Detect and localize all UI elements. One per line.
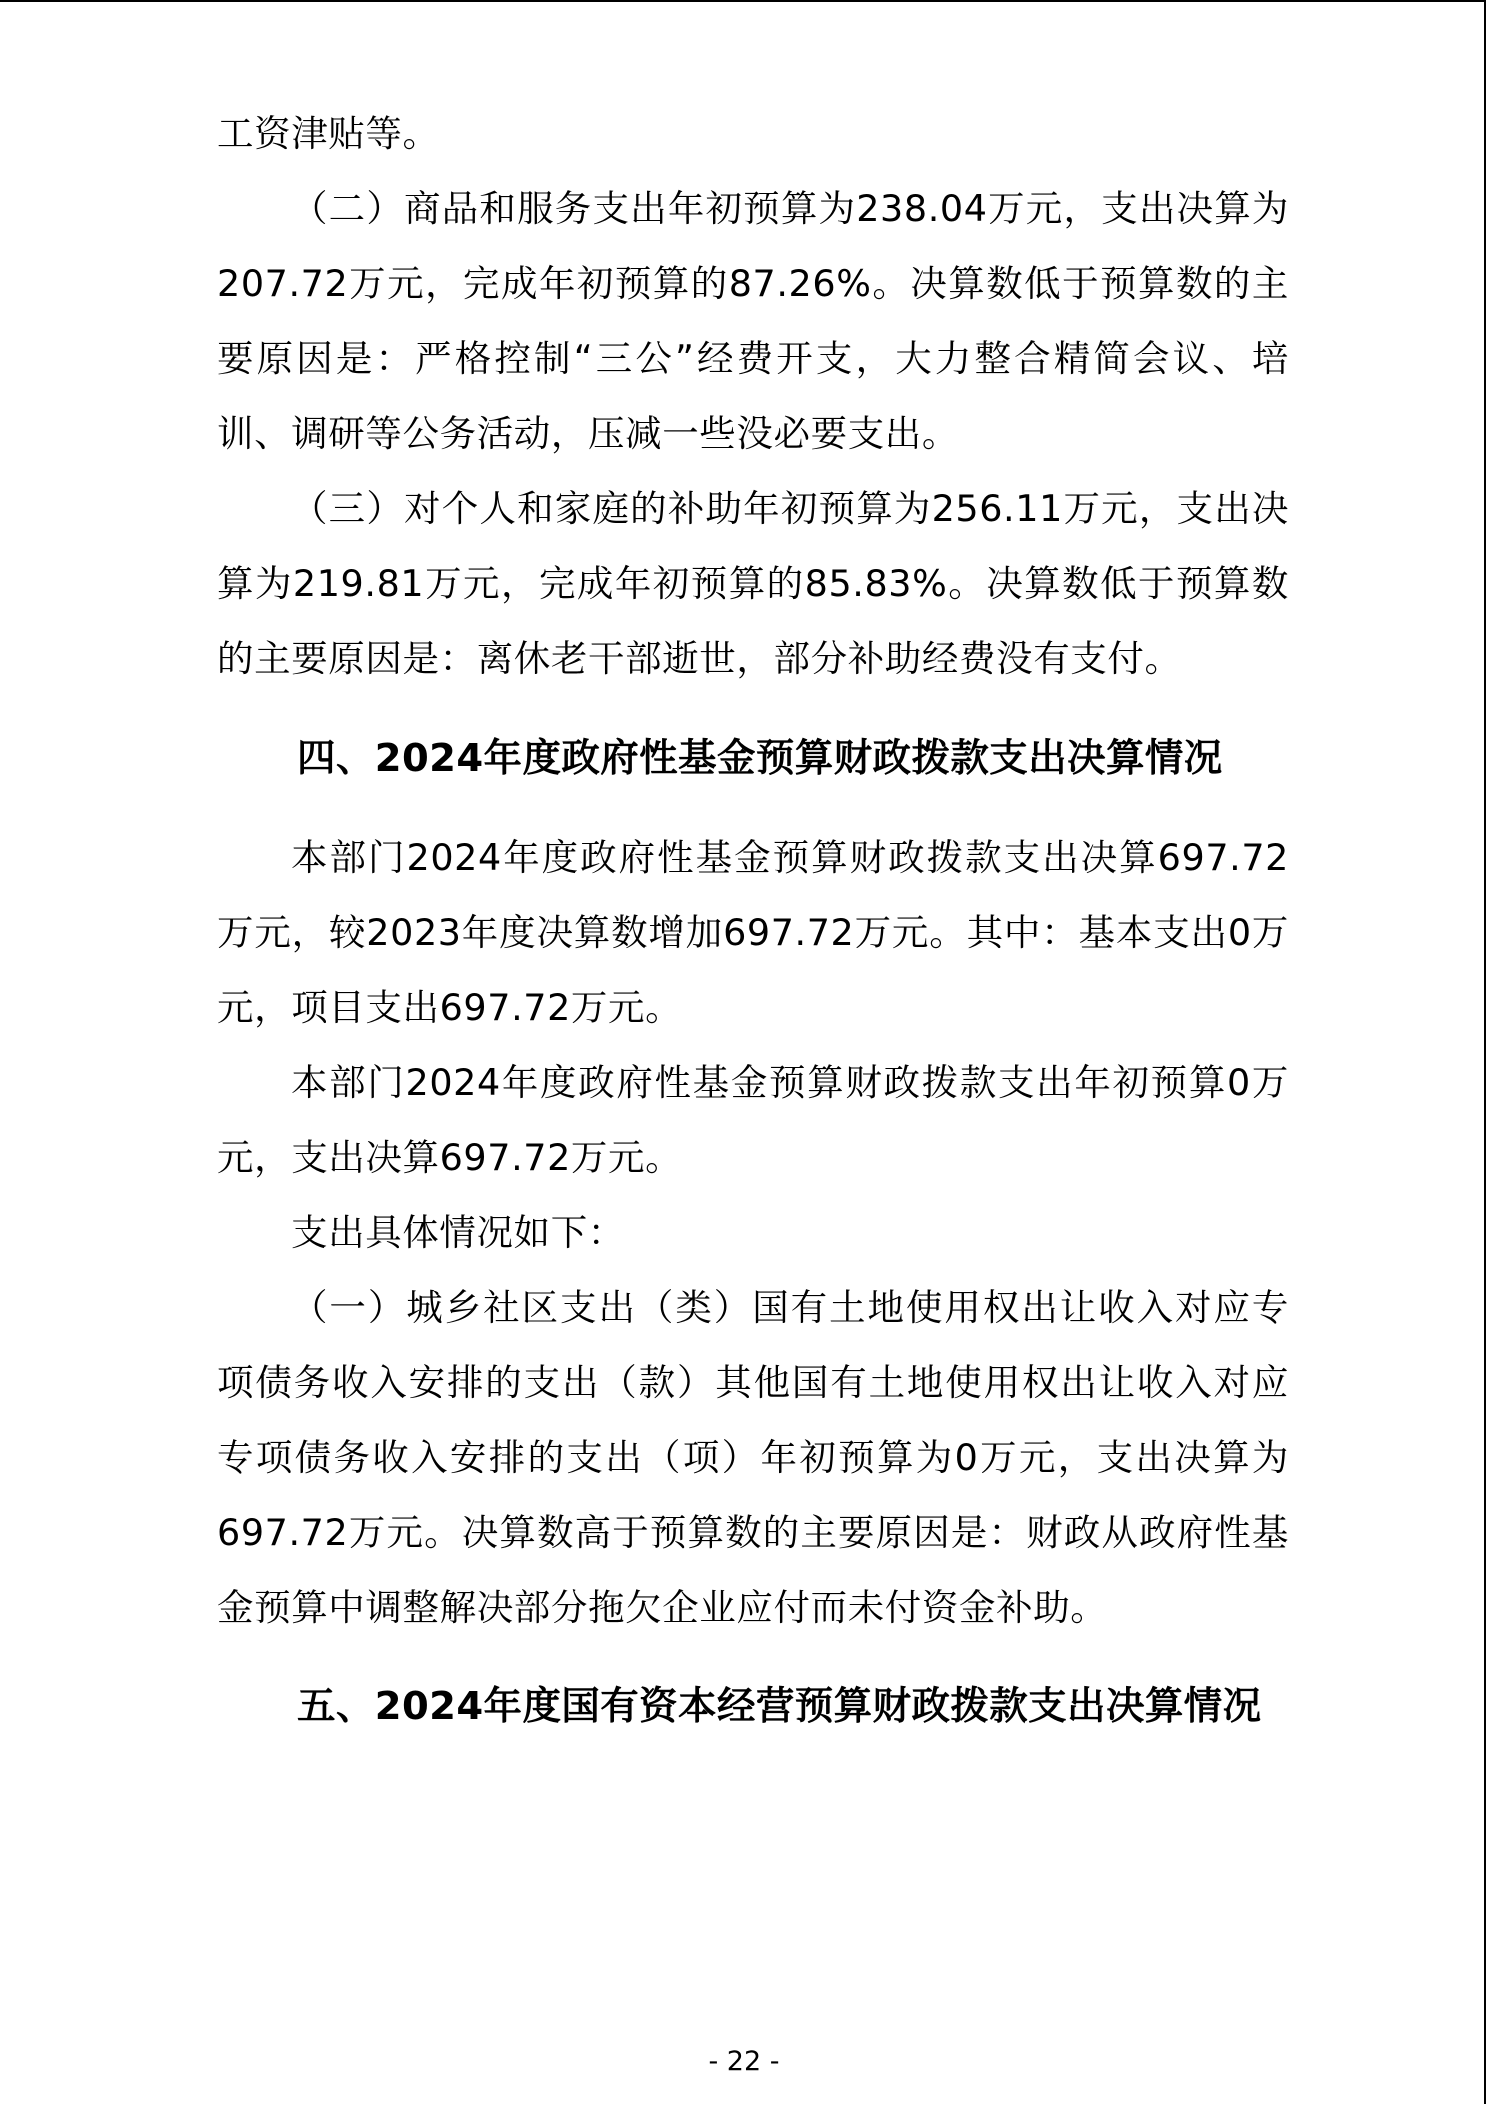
paragraph-details-intro: 支出具体情况如下： [291, 1211, 625, 1254]
paragraph-goods-services: （二）商品和服务支出年初预算为238.04万元，支出决算为207.72万元，完成年初预算的87.26%。决算数低于预算数的主要原因是：严格控制“三公”经费开支，大力整合精简会议、培训、调研等公务活动，压减一些没必要支出。 [217, 187, 1289, 455]
paragraph-fund-budget: 本部门2024年度政府性基金预算财政拨款支出年初预算0万元，支出决算697.72万元。 [217, 1061, 1289, 1179]
page-number: - 22 - [708, 2046, 780, 2077]
paragraph-urban-rural: （一）城乡社区支出（类）国有土地使用权出让收入对应专项债务收入安排的支出（款）其他国有土地使用权出让收入对应专项债务收入安排的支出（项）年初预算为0万元，支出决算为697.72万元。决算数高于预算数的主要原因是：财政从政府性基金预算中调整解决部分拖欠企业应付而未付资金补助。 [217, 1286, 1289, 1629]
paragraph-salary-end: 工资津贴等。 [217, 112, 440, 155]
section-4-heading: 四、2024年度政府性基金预算财政拨款支出决算情况 [297, 736, 1223, 781]
document-body [217, 96, 1289, 1744]
paragraph-fund-total: 本部门2024年度政府性基金预算财政拨款支出决算697.72万元，较2023年度决算数增加697.72万元。其中：基本支出0万元，项目支出697.72万元。 [217, 836, 1289, 1029]
paragraph-personal-subsidy: （三）对个人和家庭的补助年初预算为256.11万元，支出决算为219.81万元，完成年初预算的85.83%。决算数低于预算数的主要原因是：离休老干部逝世，部分补助经费没有支付。 [217, 487, 1289, 680]
section-5-heading: 五、2024年度国有资本经营预算财政拨款支出决算情况 [297, 1684, 1262, 1729]
